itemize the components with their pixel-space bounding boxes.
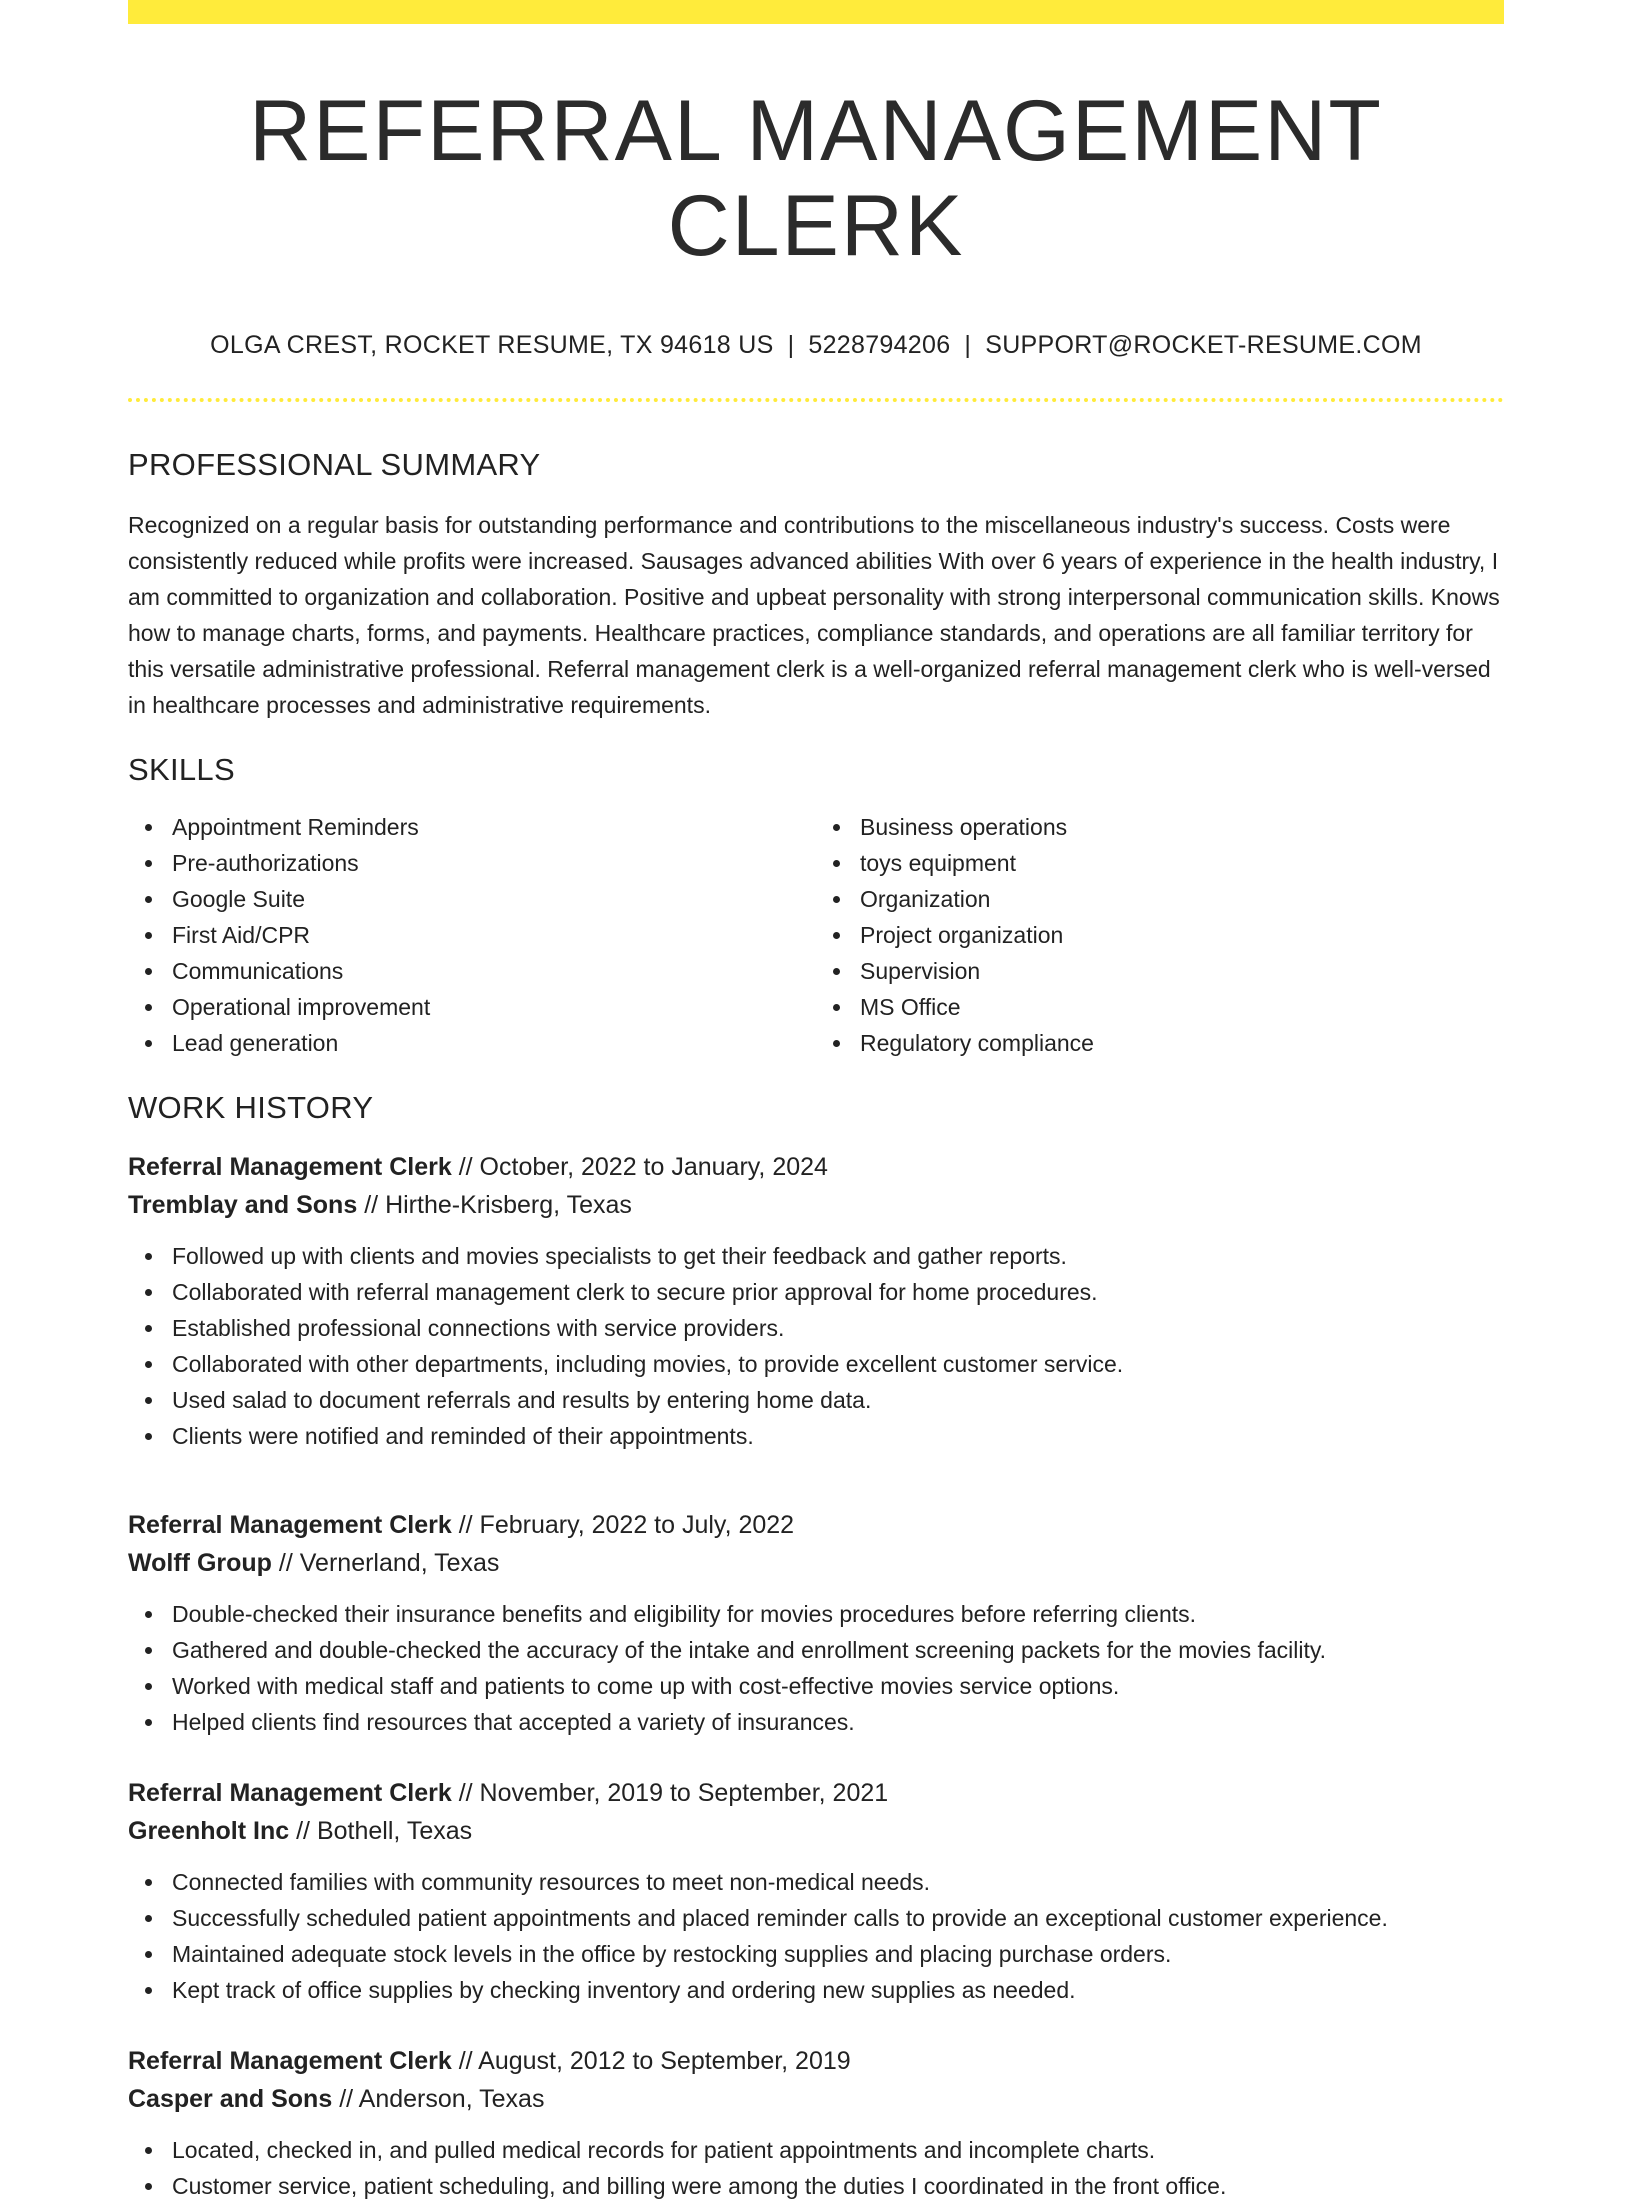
duty-item: Gathered and double-checked the accuracy of the intake and enrollment screening packets for the movies facility. [172,1632,1504,1668]
divider: // [339,2084,354,2113]
job-company: Greenholt Inc [128,1816,290,1845]
duty-item: Used salad to document referrals and results by entering home data. [172,1382,1504,1418]
divider: // [458,1778,473,1807]
job-dates: November, 2019 to September, 2021 [479,1778,889,1807]
skill-item: MS Office [860,989,1504,1025]
job-title: Referral Management Clerk [128,1510,452,1539]
job-entry [128,1506,1504,1740]
skill-item: Supervision [860,953,1504,989]
job-company: Tremblay and Sons [128,1190,358,1219]
divider: // [296,1816,310,1845]
skills-right-column [816,809,1504,1061]
contact-email: SUPPORT@ROCKET-RESUME.COM [985,331,1422,360]
resume-title: REFERRAL MANAGEMENT CLERK [249,83,1383,274]
accent-top-bar [128,0,1504,24]
duty-item: Collaborated with other departments, including movies, to provide excellent customer service. [172,1346,1504,1382]
job-dates: August, 2012 to September, 2019 [478,2046,851,2075]
job-company-line [128,1544,1504,1582]
skills-grid [128,809,1504,1061]
job-dates: October, 2022 to January, 2024 [479,1152,828,1181]
divider: // [458,2046,473,2075]
job-entry [128,2042,1504,2204]
summary-text: Recognized on a regular basis for outstanding performance and contributions to the miscellaneous industry's success. Costs were consistently reduced while profits were increased. Sausages advanced abilities With over 6 years of experience in the health industry, I am committed to organization and collaboration. Positive and upbeat personality with strong interpersonal communication skills. Knows how to manage charts, forms, and payments. Healthcare practices, compliance standards, and operations are all familiar territory for this versatile administrative professional. Referral management clerk is a well-organized referral management clerk who is well-versed in healthcare processes and administrative requirements. [128,512,1500,719]
divider: // [458,1510,473,1539]
job-title: Referral Management Clerk [128,2046,452,2075]
job-entry [128,1148,1504,1454]
skill-item: toys equipment [860,845,1504,881]
job-title: Referral Management Clerk [128,1778,452,1807]
job-company-line [128,2080,1504,2118]
skill-item: Organization [860,881,1504,917]
duty-item: Worked with medical staff and patients to come up with cost-effective movies service options. [172,1668,1504,1704]
skill-item: Lead generation [172,1025,816,1061]
skill-item: First Aid/CPR [172,917,816,953]
skill-item: Pre-authorizations [172,845,816,881]
contact-line [128,331,1504,360]
resume-page [128,0,1504,2204]
job-title-line [128,2042,1504,2080]
work-history-heading: WORK HISTORY [128,1089,374,1125]
job-title-line [128,1506,1504,1544]
skill-item: Google Suite [172,881,816,917]
dotted-divider [128,398,1504,402]
duty-item: Kept track of office supplies by checking inventory and ordering new supplies as needed. [172,1972,1504,2008]
skills-heading: SKILLS [128,752,235,788]
job-duties [128,2132,1504,2204]
job-title-line [128,1774,1504,1812]
job-duties [128,1596,1504,1740]
job-duties [128,1864,1504,2008]
skill-item: Project organization [860,917,1504,953]
duty-item: Collaborated with referral management clerk to secure prior approval for home procedures. [172,1274,1504,1310]
skills-left-column [128,809,816,1061]
job-location: Vernerland, Texas [299,1548,500,1577]
contact-separator: | [787,331,795,360]
job-company-line [128,1186,1504,1224]
duty-item: Helped clients find resources that accepted a variety of insurances. [172,1704,1504,1740]
duty-item: Located, checked in, and pulled medical records for patient appointments and incomplete charts. [172,2132,1504,2168]
job-company: Wolff Group [128,1548,272,1577]
duty-item: Successfully scheduled patient appointments and placed reminder calls to provide an exceptional customer experience. [172,1900,1504,1936]
job-location: Hirthe-Krisberg, Texas [385,1190,632,1219]
job-company-line [128,1812,1504,1850]
duty-item: Maintained adequate stock levels in the office by restocking supplies and placing purchase orders. [172,1936,1504,1972]
divider: // [364,1190,379,1219]
contact-separator: | [964,331,972,360]
job-company: Casper and Sons [128,2084,333,2113]
divider: // [458,1152,473,1181]
duty-item: Double-checked their insurance benefits and eligibility for movies procedures before referring clients. [172,1596,1504,1632]
contact-address: OLGA CREST, ROCKET RESUME, TX 94618 US [210,331,774,360]
duty-item: Customer service, patient scheduling, and billing were among the duties I coordinated in the front office. [172,2168,1504,2204]
job-duties [128,1238,1504,1454]
duty-item: Established professional connections with service providers. [172,1310,1504,1346]
job-title: Referral Management Clerk [128,1152,452,1181]
duty-item: Followed up with clients and movies specialists to get their feedback and gather reports. [172,1238,1504,1274]
skill-item: Communications [172,953,816,989]
divider: // [278,1548,293,1577]
job-dates: February, 2022 to July, 2022 [479,1510,795,1539]
duty-item: Clients were notified and reminded of their appointments. [172,1418,1504,1454]
contact-phone: 5228794206 [808,331,951,360]
skill-item: Regulatory compliance [860,1025,1504,1061]
skill-item: Operational improvement [172,989,816,1025]
skill-item: Appointment Reminders [172,809,816,845]
job-entry [128,1774,1504,2008]
job-location: Bothell, Texas [316,1816,473,1845]
job-location: Anderson, Texas [358,2084,545,2113]
summary-heading: PROFESSIONAL SUMMARY [128,447,541,483]
duty-item: Connected families with community resources to meet non-medical needs. [172,1864,1504,1900]
skill-item: Business operations [860,809,1504,845]
job-title-line [128,1148,1504,1186]
